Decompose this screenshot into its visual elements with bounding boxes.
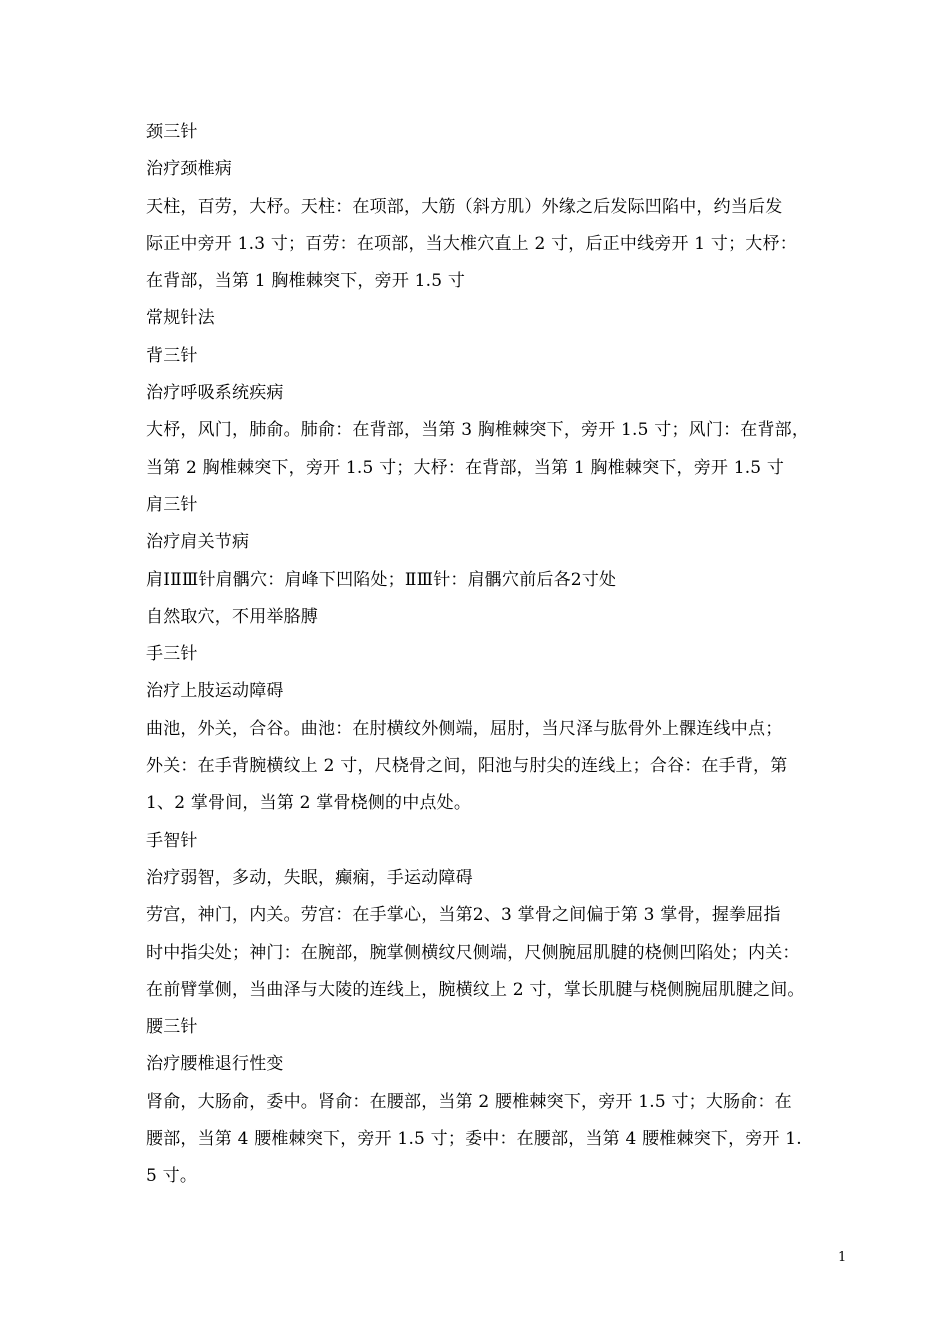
acupoint-description-line: 当第 2 胸椎棘突下，旁开 1.5 寸；大杼：在背部，当第 1 胸椎棘突下，旁开 1.5 寸 (146, 457, 785, 478)
section-heading-waist: 腰三针 (146, 1017, 198, 1038)
indication-line: 治疗上肢运动障碍 (146, 681, 284, 702)
indication-line: 治疗弱智，多动，失眠，癫痫，手运动障碍 (146, 867, 473, 888)
acupoint-description-line: 大杼，风门，肺俞。肺俞：在背部，当第 3 胸椎棘突下，旁开 1.5 寸；风门：在背部， (146, 420, 810, 441)
method-line: 常规针法 (146, 308, 215, 329)
acupoint-description-line: 腰部，当第 4 腰椎棘突下，旁开 1.5 寸；委中：在腰部，当第 4 腰椎棘突下，旁开 1. (146, 1129, 802, 1150)
acupoint-description-line: 在背部，当第 1 胸椎棘突下，旁开 1.5 寸 (146, 271, 466, 292)
acupoint-description-line: 劳宫，神门，内关。劳宫：在手掌心，当第2、3 掌骨之间偏于第 3 掌骨，握拳屈指 (146, 905, 781, 926)
method-line: 自然取穴，不用举胳膊 (146, 606, 318, 627)
acupoint-description-line: 曲池，外关，合谷。曲池：在肘横纹外侧端，屈肘，当尺泽与肱骨外上髁连线中点； (146, 718, 783, 739)
indication-line: 治疗颈椎病 (146, 159, 232, 180)
indication-line: 治疗肩关节病 (146, 532, 250, 553)
section-heading-neck: 颈三针 (146, 122, 198, 142)
section-heading-hand: 手三针 (146, 644, 198, 665)
acupoint-description-line: 肾俞，大肠俞，委中。肾俞：在腰部，当第 2 腰椎棘突下，旁开 1.5 寸；大肠俞：在 (146, 1091, 792, 1112)
acupoint-description-line: 外关：在手背腕横纹上 2 寸，尺桡骨之间，阳池与肘尖的连线上；合谷：在手背，第 (146, 756, 788, 777)
document-body (146, 114, 852, 1196)
page-number: 1 (838, 1250, 847, 1265)
section-heading-shoulder: 肩三针 (146, 494, 198, 515)
acupoint-description-line: 5 寸。 (146, 1166, 198, 1187)
acupoint-description-line: 天柱，百劳，大杼。天柱：在项部，大筋（斜方肌）外缘之后发际凹陷中，约当后发 (146, 196, 783, 217)
section-heading-hand-intelligence: 手智针 (146, 830, 198, 851)
indication-line: 治疗呼吸系统疾病 (146, 383, 284, 404)
section-heading-back: 背三针 (146, 345, 198, 366)
acupoint-description-line: 在前臂掌侧，当曲泽与大陵的连线上，腕横纹上 2 寸，掌长肌腱与桡侧腕屈肌腱之间。 (146, 979, 805, 1000)
acupoint-description-line: 际正中旁开 1.3 寸；百劳：在项部，当大椎穴直上 2 寸，后正中线旁开 1 寸；大杼： (146, 233, 797, 254)
acupoint-description-line: 1、2 掌骨间，当第 2 掌骨桡侧的中点处。 (146, 793, 472, 814)
indication-line: 治疗腰椎退行性变 (146, 1054, 284, 1075)
acupoint-description-line: 时中指尖处；神门：在腕部，腕掌侧横纹尺侧端，尺侧腕屈肌腱的桡侧凹陷处；内关： (146, 942, 800, 963)
acupoint-description-line: 肩ⅠⅡⅢ针肩髃穴：肩峰下凹陷处；ⅡⅢ针：肩髃穴前后各2寸处 (146, 569, 617, 590)
